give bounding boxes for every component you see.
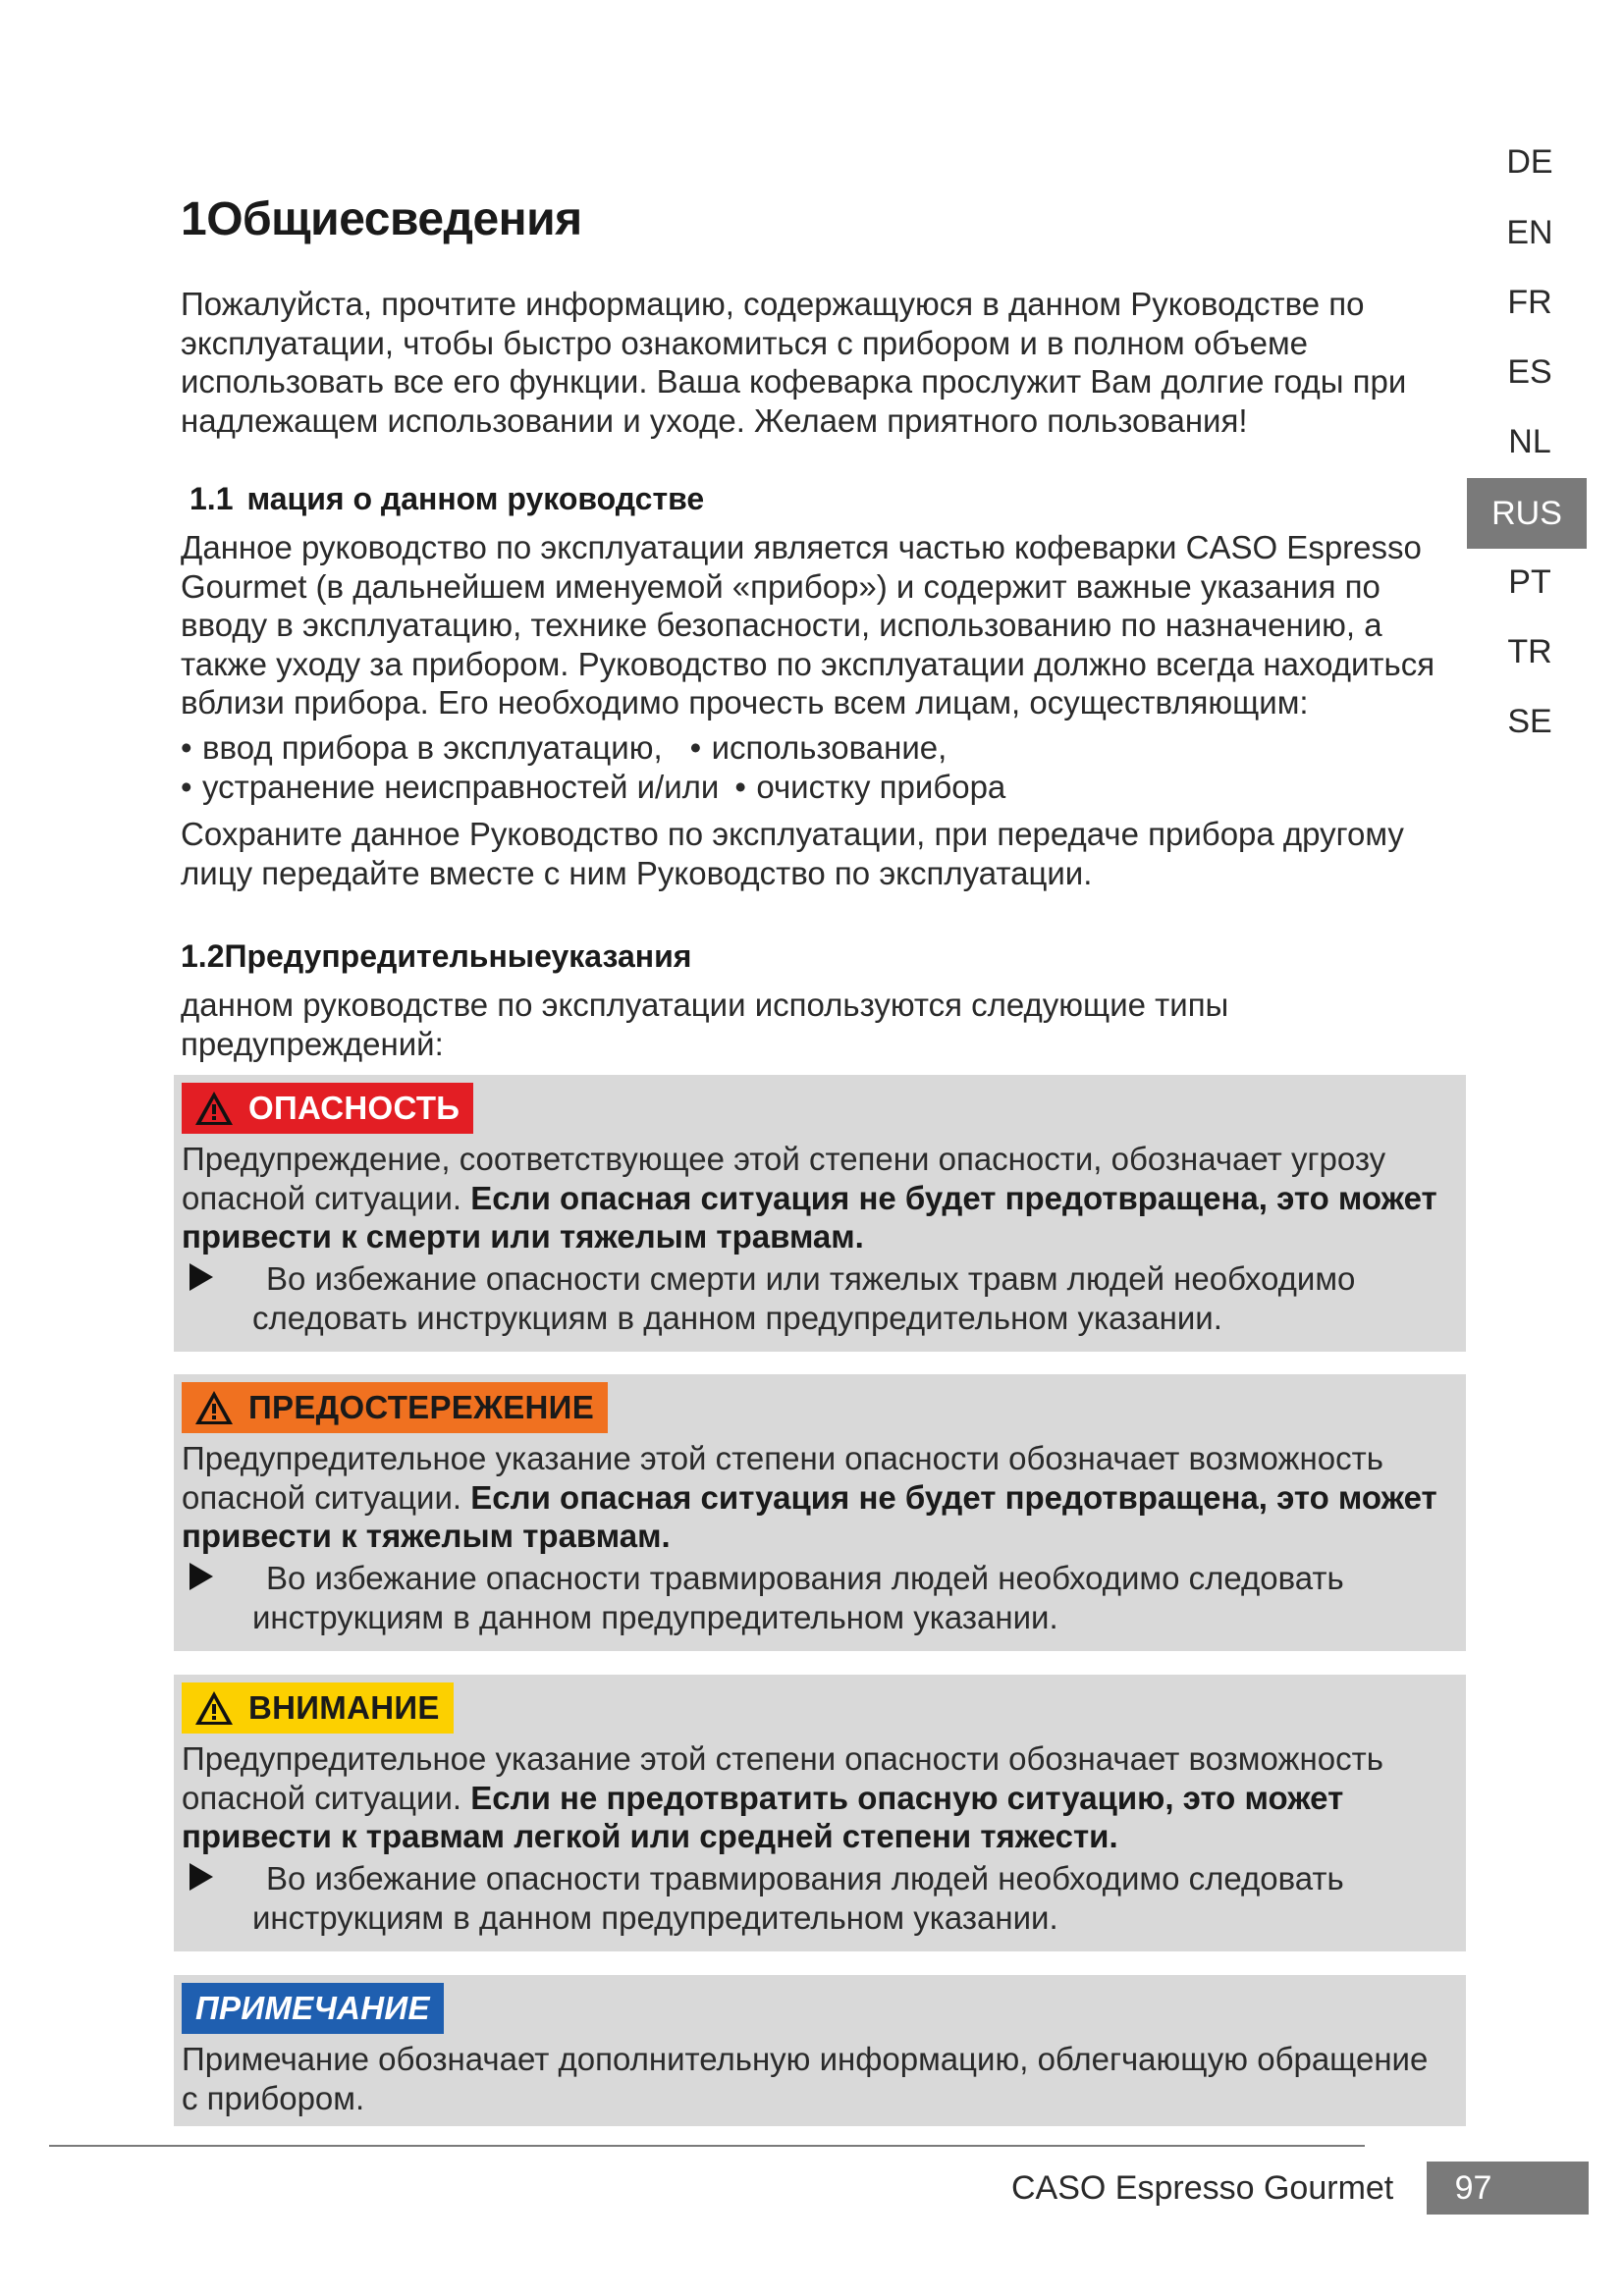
warning-badge [182, 1382, 608, 1433]
subsection-heading-1-1 [189, 481, 704, 517]
danger-instruction: Во избежание опасности смерти или тяжелых травм людей необходимо следовать инструкциям в данном предупредительном указании. [252, 1260, 1356, 1336]
caution-instruction: Во избежание опасности травмирования людей необходимо следовать инструкциям в данном предупредительном указании. [252, 1860, 1344, 1936]
bullet-marker: • [181, 729, 192, 766]
subsection-title: мация о данном руководстве [246, 481, 705, 516]
warning-bold-text: Если опасная ситуация не будет предотвращена, это может привести к тяжелым травмам. [182, 1478, 1437, 1554]
caution-description [182, 1739, 1448, 1856]
list-item: очистку прибора [756, 769, 1006, 805]
warning-triangle-icon [193, 1389, 235, 1426]
warning-description [182, 1439, 1448, 1556]
danger-bold-text: Если опасная ситуация не будет предотвращена, это может привести к смерти или тяжелым травмам. [182, 1179, 1437, 1255]
warning-instruction: Во избежание опасности травмирования людей необходимо следовать инструкциям в данном предупредительном указании. [252, 1560, 1344, 1635]
danger-badge [182, 1083, 473, 1134]
danger-description [182, 1140, 1448, 1256]
warning-box [174, 1374, 1466, 1651]
caution-box [174, 1675, 1466, 1951]
lang-tab-tr[interactable]: TR [1507, 633, 1552, 670]
subsection-number: 1.1 [189, 481, 234, 516]
bullet-marker: • [689, 729, 702, 766]
footer-divider [49, 2145, 1365, 2147]
bullet-row-1 [181, 728, 947, 768]
intro-paragraph: Пожалуйста, прочтите информацию, содержащуюся в данном Руководстве по эксплуатации, чтобы быстро ознакомиться с прибором и в полном объеме использовать все его функции. Ваша кофеварка прослужит Вам долгие годы при надлежащем использовании и уходе. Желаем приятного пользования! [181, 286, 1407, 439]
caution-badge [182, 1682, 454, 1734]
page-number: 97 [1427, 2162, 1589, 2215]
danger-box [174, 1075, 1466, 1352]
caution-label: ВНИМАНИЕ [248, 1689, 440, 1726]
warning-label: ПРЕДОСТЕРЕЖЕНИЕ [248, 1389, 595, 1425]
lang-tab-de[interactable]: DE [1506, 143, 1553, 181]
lang-tab-nl[interactable]: NL [1508, 423, 1551, 460]
lang-tab-pt[interactable]: PT [1508, 563, 1551, 601]
bullet-row-2 [181, 768, 1005, 807]
arrow-right-icon [189, 1863, 213, 1891]
note-badge [182, 1983, 444, 2034]
arrow-right-icon [189, 1263, 213, 1291]
lang-tab-rus-active[interactable]: RUS [1467, 478, 1587, 549]
warnings-intro: данном руководстве по эксплуатации используются следующие типы предупреждений: [181, 987, 1229, 1062]
danger-text: Предупреждение, соответствующее этой степени опасности, обозначает угрозу опасной ситуации. [182, 1141, 1386, 1216]
note-description: Примечание обозначает дополнительную информацию, облегчающую обращение с прибором. [182, 2041, 1429, 2116]
bullet-marker: • [734, 769, 746, 805]
warning-triangle-icon [193, 1689, 235, 1727]
closing-paragraph: Сохраните данное Руководство по эксплуатации, при передаче прибора другому лицу передайте вместе с ним Руководство по эксплуатации. [181, 816, 1404, 891]
bullet-marker: • [181, 769, 192, 805]
footer-product-name: CASO Espresso Gourmet [1011, 2169, 1394, 2207]
section-title: 1Общиесведения [181, 193, 582, 245]
list-item: устранение неисправностей и/или [202, 769, 720, 805]
list-item: использование, [711, 729, 947, 766]
lang-tab-se[interactable]: SE [1507, 703, 1552, 740]
warning-triangle-icon [193, 1090, 235, 1127]
lang-tab-es[interactable]: ES [1507, 353, 1552, 391]
note-label: ПРИМЕЧАНИЕ [195, 1990, 430, 2026]
subsection-heading-1-2: 1.2Предупредительныеуказания [181, 938, 692, 974]
arrow-right-icon [189, 1563, 213, 1590]
warning-text: Предупредительное указание этой степени опасности обозначает возможность опасной ситуации. [182, 1440, 1383, 1516]
manual-description: Данное руководство по эксплуатации является частью кофеварки CASO Espresso Gourmet (в дальнейшем именуемой «прибор») и содержит важные указания по вводу в эксплуатацию, технике безопасности, использованию по назначению, а также уходу за прибором. Руководство по эксплуатации должно всегда находиться вблизи прибора. Его необходимо прочесть всем лицам, осуществляющим: [181, 529, 1435, 721]
lang-tab-en[interactable]: EN [1506, 214, 1553, 251]
lang-tab-fr[interactable]: FR [1507, 284, 1552, 321]
note-box [174, 1975, 1466, 2126]
danger-label: ОПАСНОСТЬ [248, 1090, 460, 1126]
caution-bold-text: Если не предотвратить опасную ситуацию, это может привести к травмам легкой или средней степени тяжести. [182, 1779, 1344, 1854]
caution-text: Предупредительное указание этой степени опасности обозначает возможность опасной ситуации. [182, 1740, 1383, 1816]
list-item: ввод прибора в эксплуатацию, [202, 729, 663, 766]
